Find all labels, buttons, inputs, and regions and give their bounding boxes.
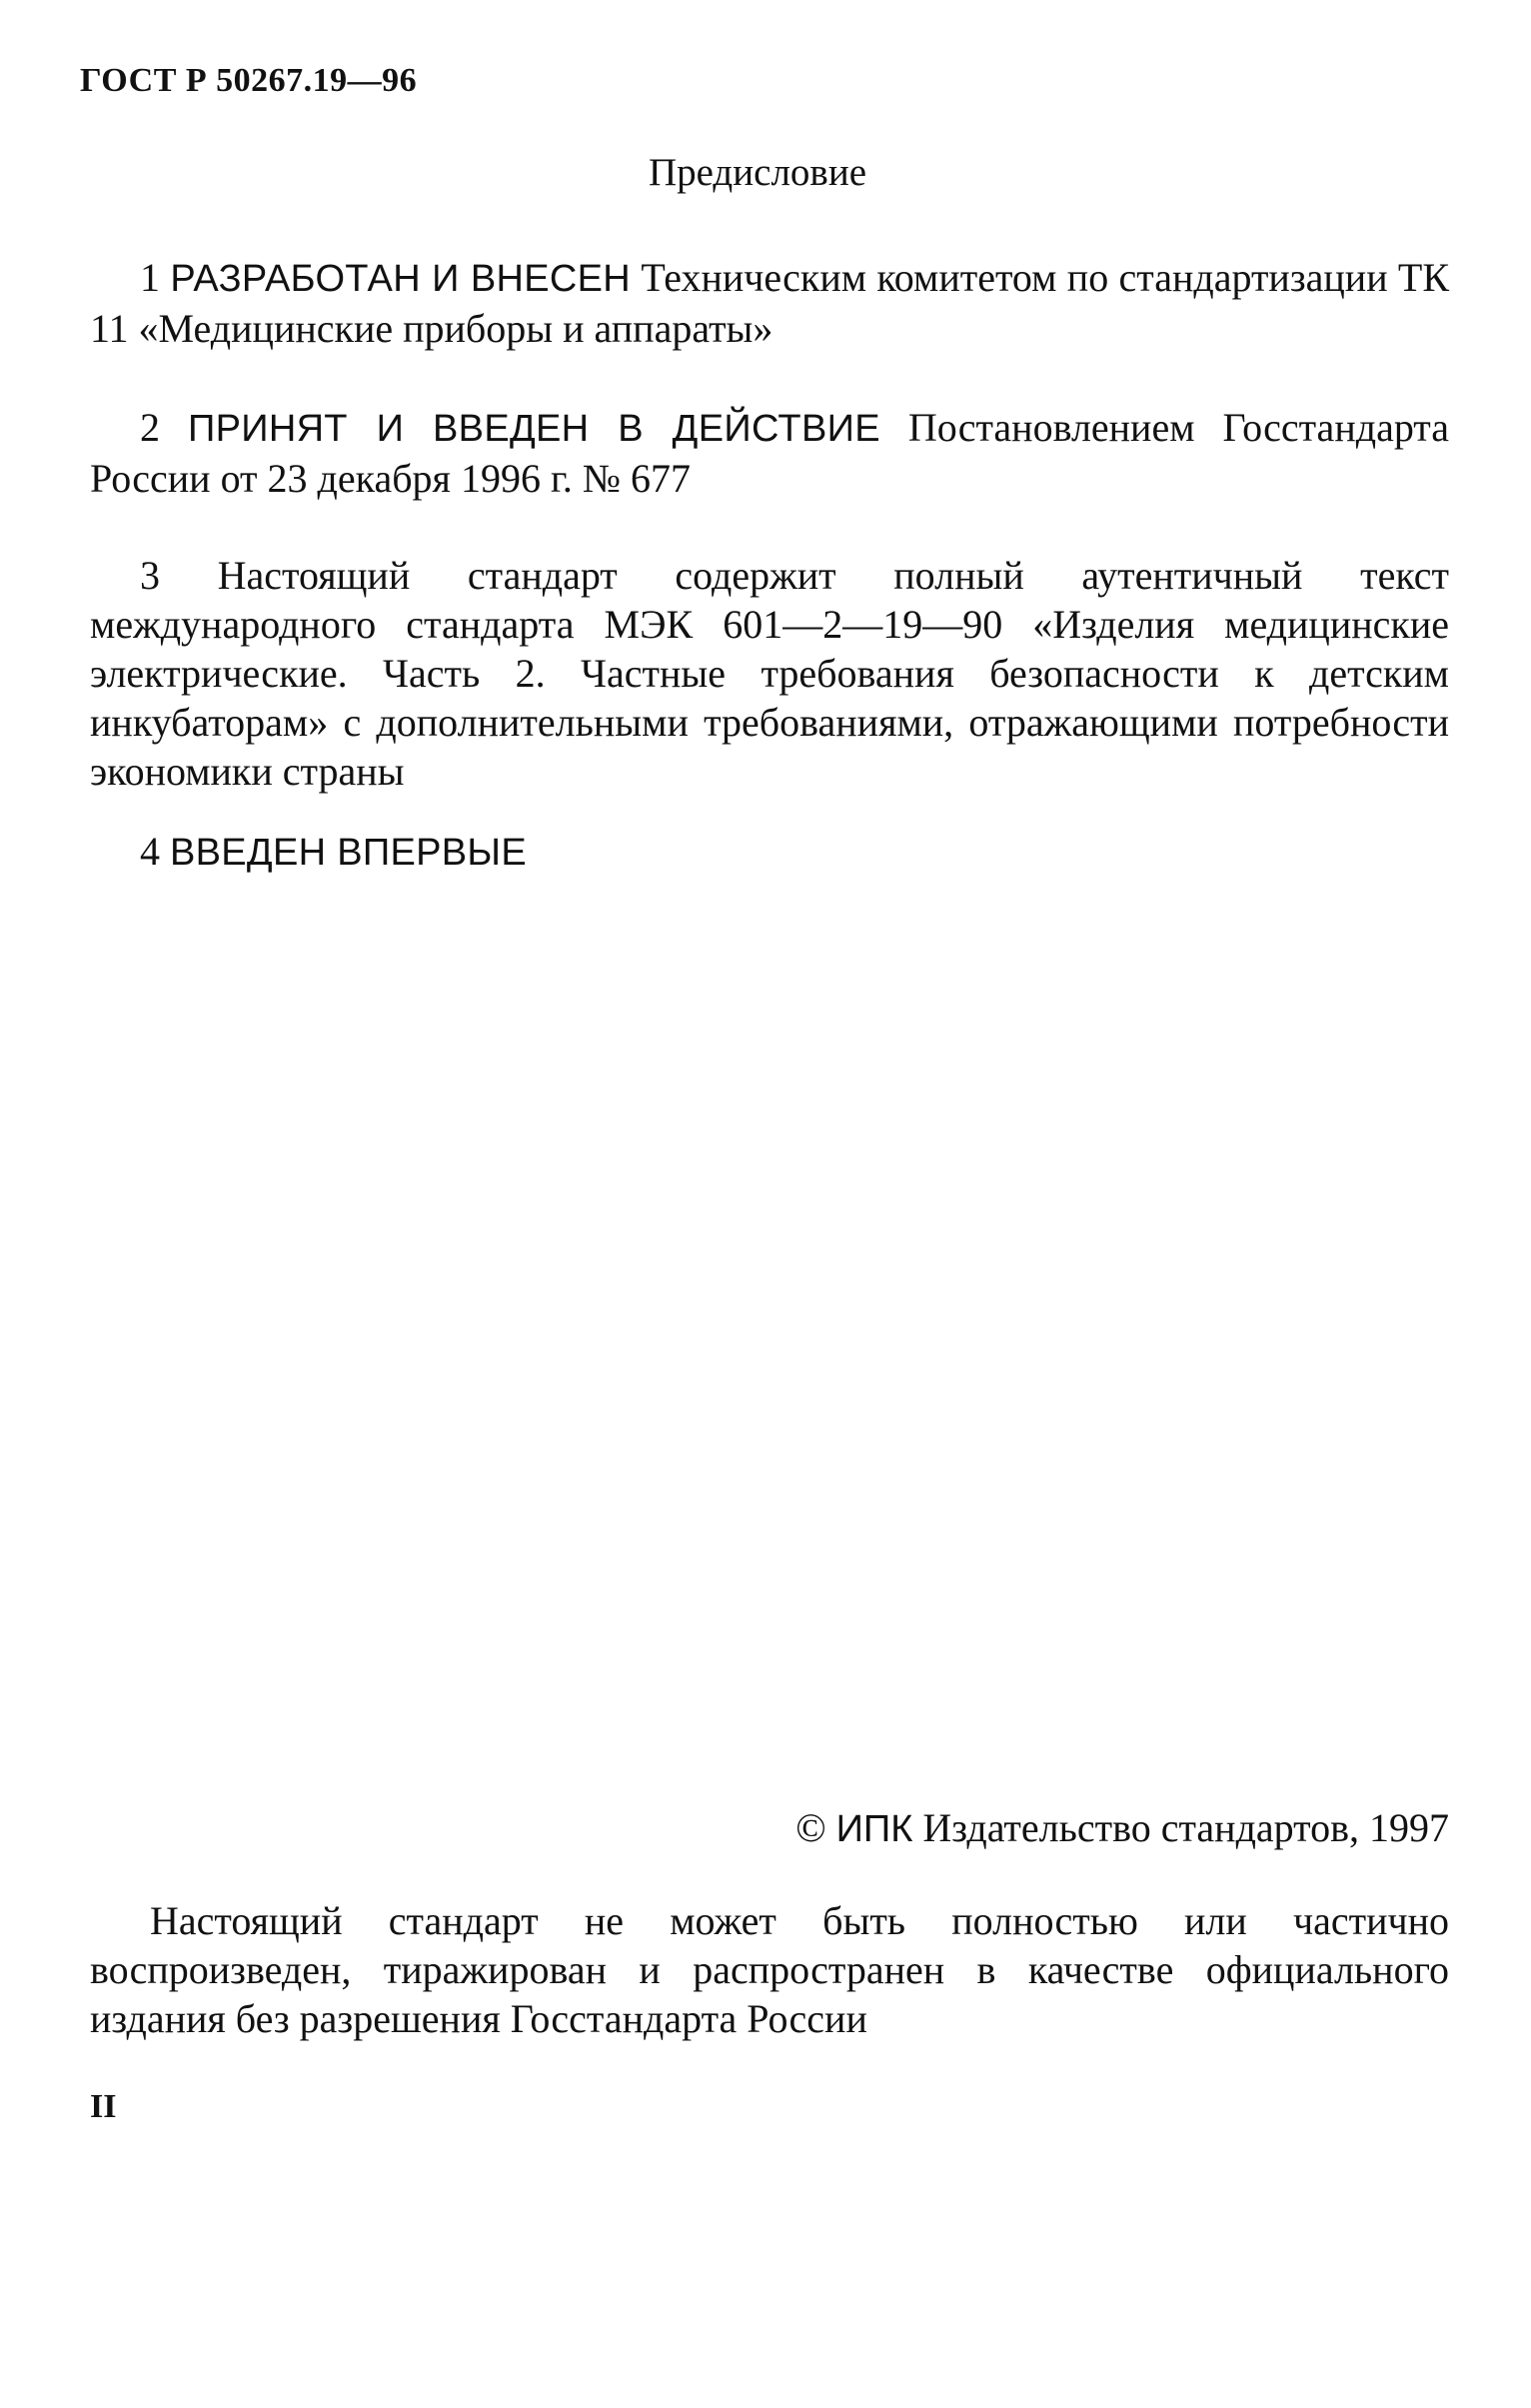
foreword-item-4: [90, 827, 1449, 878]
reproduction-notice: [90, 1896, 1449, 2043]
copyright-symbol: ©: [795, 1805, 826, 1850]
item-number: 1: [140, 255, 160, 300]
section-title: Предисловие: [648, 151, 867, 194]
item-number: 2: [140, 405, 160, 450]
item-caps: РАЗРАБОТАН И ВНЕСЕН: [170, 258, 632, 300]
document-code: ГОСТ Р 50267.19—96: [80, 62, 418, 99]
item-text: Техническим комитетом по стандартизации ТК 11 «Медицинские приборы и аппараты»: [90, 255, 1450, 351]
copyright-line: [795, 1804, 1449, 1851]
foreword-item-1: [90, 253, 1449, 353]
item-number: 3: [140, 553, 160, 598]
page-number: II: [90, 2088, 117, 2125]
copyright-org: ИПК: [835, 1808, 913, 1850]
item-number: 4: [140, 829, 160, 874]
item-text: Постановлением Госстандарта России от 23 декабря 1996 г. № 677: [90, 405, 1450, 501]
item-text: Настоящий стандарт содержит полный аутентичный текст международного стандарта МЭК 601—2—19—90 «Изделия медицинские электрические. Часть 2. Частные требования безопасности к детским инкубаторам» с дополнительными требованиями, отражающими потребности экономики страны: [90, 553, 1449, 794]
foreword-item-2: [90, 403, 1449, 503]
copyright-text: Издательство стандартов, 1997: [922, 1805, 1449, 1850]
notice-text: Настоящий стандарт не может быть полностью или частично воспроизведен, тиражирован и распространен в качестве официального издания без разрешения Госстандарта России: [90, 1898, 1449, 2041]
item-caps: ПРИНЯТ И ВВЕДЕН В ДЕЙСТВИЕ: [187, 408, 880, 450]
item-caps: ВВЕДЕН ВПЕРВЫЕ: [170, 832, 527, 874]
foreword-item-3: [90, 551, 1449, 796]
